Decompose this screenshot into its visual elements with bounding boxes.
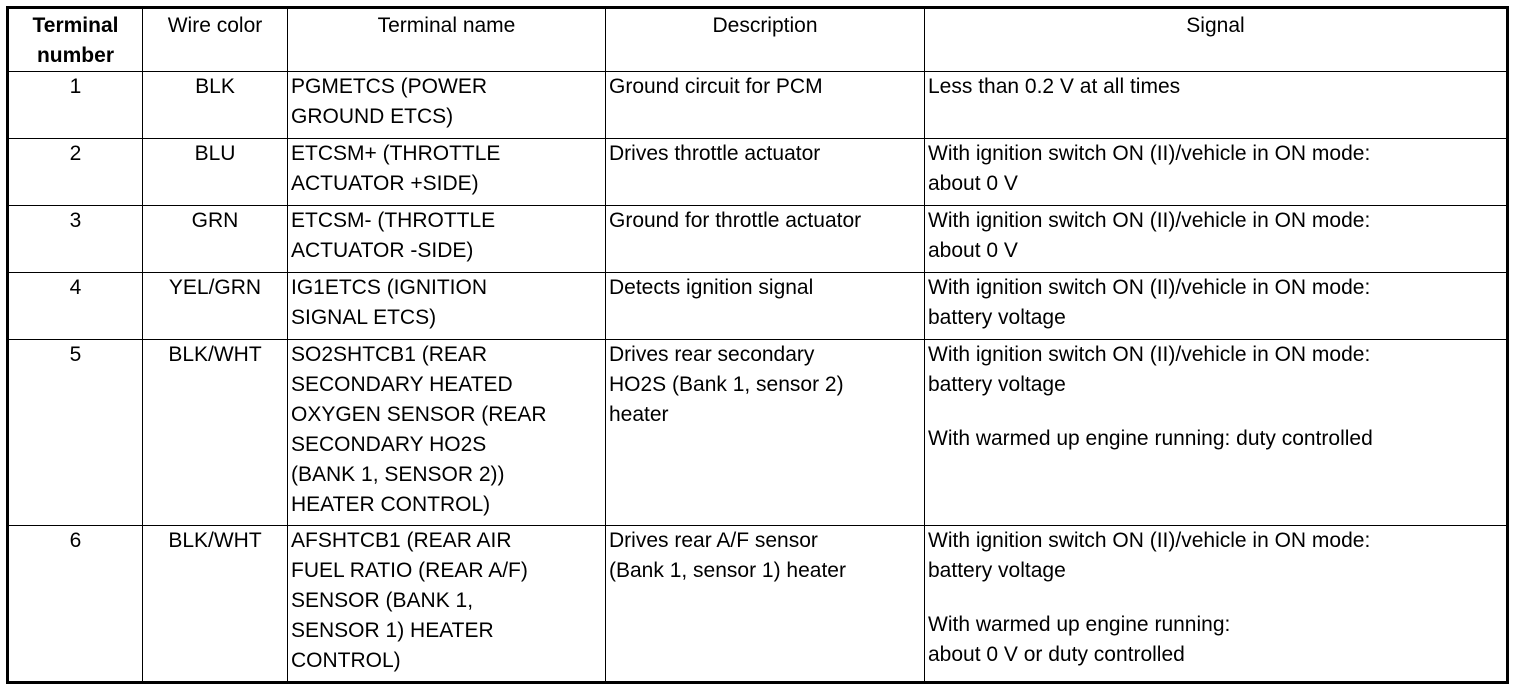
cell-terminal-name: ETCSM- (THROTTLE ACTUATOR -SIDE) bbox=[288, 206, 606, 273]
signal-text: With warmed up engine running: about 0 V or duty controlled bbox=[928, 613, 1231, 666]
signal-text: With ignition switch ON (II)/vehicle in ON mode: battery voltage bbox=[928, 276, 1371, 329]
cell-description: Detects ignition signal bbox=[606, 273, 925, 340]
cell-wire-color: BLU bbox=[143, 139, 288, 206]
signal-text: With ignition switch ON (II)/vehicle in ON mode: battery voltage bbox=[928, 343, 1371, 396]
header-description: Description bbox=[606, 8, 925, 72]
cell-terminal-number: 4 bbox=[8, 273, 143, 340]
cell-signal bbox=[925, 340, 1508, 526]
signal-text: With ignition switch ON (II)/vehicle in ON mode: battery voltage bbox=[928, 529, 1371, 582]
table-row bbox=[8, 72, 1508, 139]
cell-terminal-name: ETCSM+ (THROTTLE ACTUATOR +SIDE) bbox=[288, 139, 606, 206]
signal-text: With warmed up engine running: duty controlled bbox=[928, 427, 1373, 450]
cell-description: Ground circuit for PCM bbox=[606, 72, 925, 139]
cell-signal bbox=[925, 526, 1508, 683]
table-row bbox=[8, 206, 1508, 273]
cell-wire-color: YEL/GRN bbox=[143, 273, 288, 340]
table-row bbox=[8, 139, 1508, 206]
cell-terminal-number: 3 bbox=[8, 206, 143, 273]
cell-signal bbox=[925, 206, 1508, 273]
cell-description: Drives rear A/F sensor (Bank 1, sensor 1) heater bbox=[606, 526, 925, 683]
cell-description: Drives throttle actuator bbox=[606, 139, 925, 206]
cell-wire-color: GRN bbox=[143, 206, 288, 273]
signal-text: With ignition switch ON (II)/vehicle in ON mode: about 0 V bbox=[928, 209, 1371, 262]
header-terminal-name: Terminal name bbox=[288, 8, 606, 72]
cell-terminal-number: 6 bbox=[8, 526, 143, 683]
cell-wire-color: BLK/WHT bbox=[143, 526, 288, 683]
header-terminal-number: Terminal number bbox=[8, 8, 143, 72]
cell-terminal-number: 2 bbox=[8, 139, 143, 206]
header-signal: Signal bbox=[925, 8, 1508, 72]
cell-description: Drives rear secondary HO2S (Bank 1, sensor 2) heater bbox=[606, 340, 925, 526]
cell-wire-color: BLK bbox=[143, 72, 288, 139]
signal-text: With ignition switch ON (II)/vehicle in ON mode: about 0 V bbox=[928, 142, 1371, 195]
cell-terminal-name: IG1ETCS (IGNITION SIGNAL ETCS) bbox=[288, 273, 606, 340]
cell-terminal-name: SO2SHTCB1 (REAR SECONDARY HEATED OXYGEN SENSOR (REAR SECONDARY HO2S (BANK 1, SENSOR 2)) HEATER CONTROL) bbox=[288, 340, 606, 526]
table-row bbox=[8, 273, 1508, 340]
cell-description: Ground for throttle actuator bbox=[606, 206, 925, 273]
table-row bbox=[8, 526, 1508, 683]
cell-signal bbox=[925, 273, 1508, 340]
cell-signal bbox=[925, 139, 1508, 206]
cell-signal bbox=[925, 72, 1508, 139]
cell-terminal-number: 1 bbox=[8, 72, 143, 139]
terminal-table bbox=[6, 6, 1509, 684]
header-row bbox=[8, 8, 1508, 72]
table-row bbox=[8, 340, 1508, 526]
cell-wire-color: BLK/WHT bbox=[143, 340, 288, 526]
cell-terminal-name: PGMETCS (POWER GROUND ETCS) bbox=[288, 72, 606, 139]
header-wire-color: Wire color bbox=[143, 8, 288, 72]
signal-text: Less than 0.2 V at all times bbox=[928, 75, 1181, 98]
cell-terminal-name: AFSHTCB1 (REAR AIR FUEL RATIO (REAR A/F) SENSOR (BANK 1, SENSOR 1) HEATER CONTROL) bbox=[288, 526, 606, 683]
cell-terminal-number: 5 bbox=[8, 340, 143, 526]
